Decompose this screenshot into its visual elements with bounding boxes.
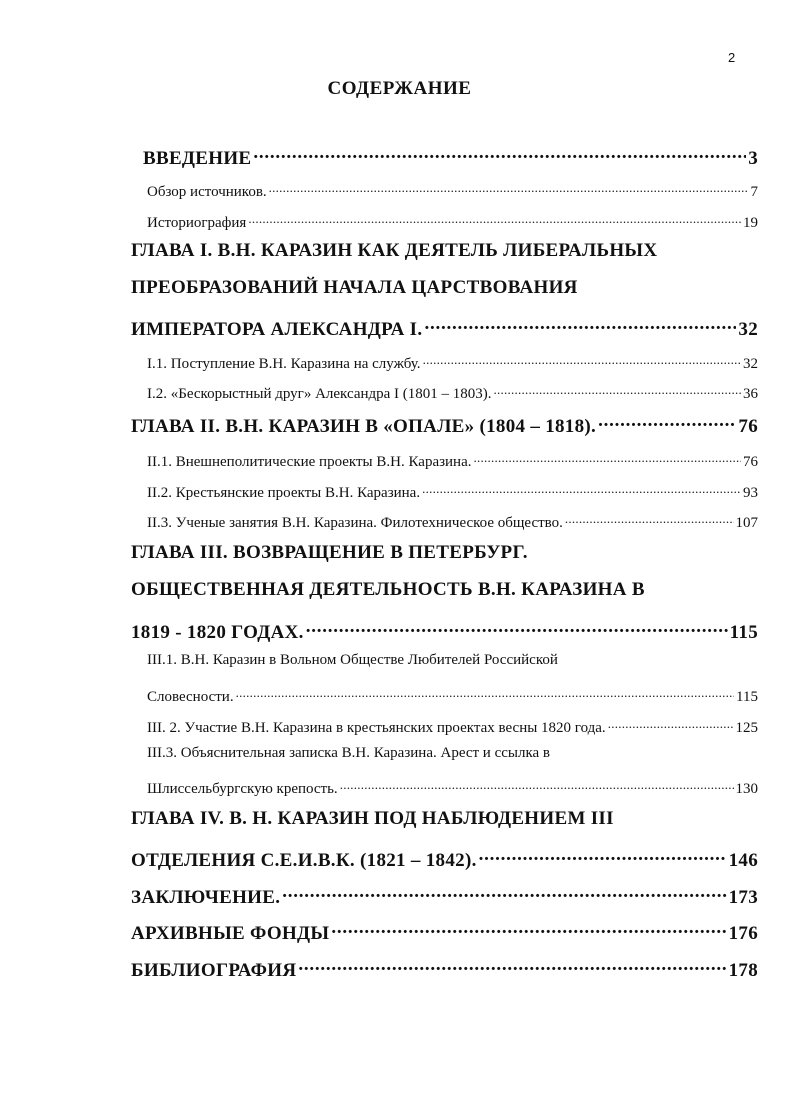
toc-entry-section-3-2[interactable] — [147, 715, 758, 737]
toc-page-number: 76 — [738, 415, 758, 437]
dot-leader — [253, 143, 746, 164]
toc-entry-text: ВВЕДЕНИЕ — [143, 147, 252, 169]
toc-chapter-1-line-1: ГЛАВА I. В.Н. КАРАЗИН КАК ДЕЯТЕЛЬ ЛИБЕРАЛЬНЫХ — [131, 240, 658, 261]
toc-entry-text: III. 2. Участие В.Н. Каразина в крестьянских проектах весны 1820 года. — [147, 719, 606, 736]
toc-entry-bibliography[interactable] — [131, 955, 758, 982]
toc-entry-intro[interactable] — [143, 143, 758, 170]
toc-page-number: 115 — [729, 621, 758, 643]
dot-leader — [479, 845, 727, 866]
toc-entry-text: Историография — [147, 214, 247, 231]
toc-page-number: 19 — [743, 214, 758, 231]
dot-leader — [422, 480, 741, 497]
toc-entry-text: АРХИВНЫЕ ФОНДЫ — [131, 922, 330, 944]
dot-leader — [282, 882, 726, 903]
dot-leader — [608, 715, 734, 732]
toc-page-number: 7 — [750, 183, 758, 200]
toc-chapter-3-line-2: ОБЩЕСТВЕННАЯ ДЕЯТЕЛЬНОСТЬ В.Н. КАРАЗИНА В — [131, 579, 645, 600]
toc-page-number: 76 — [743, 453, 758, 470]
toc-page-number: 32 — [738, 318, 758, 340]
toc-entry-section-3-1[interactable] — [147, 684, 758, 706]
toc-page-number: 176 — [728, 922, 758, 944]
toc-chapter-3-line-1: ГЛАВА III. ВОЗВРАЩЕНИЕ В ПЕТЕРБУРГ. — [131, 542, 528, 563]
toc-page-number: 36 — [743, 385, 758, 402]
toc-entry-text: БИБЛИОГРАФИЯ — [131, 959, 297, 981]
toc-entry-chapter-3[interactable] — [131, 617, 758, 644]
dot-leader — [565, 510, 734, 527]
toc-entry-text: Обзор источников. — [147, 183, 267, 200]
toc-page-number: 178 — [728, 959, 758, 981]
dot-leader — [424, 314, 736, 335]
toc-entry-section-2-1[interactable] — [147, 449, 758, 471]
toc-page-number: 173 — [728, 886, 758, 908]
dot-leader — [236, 684, 734, 701]
dot-leader — [331, 918, 726, 939]
toc-section-3-1-line-1: III.1. В.Н. Каразин в Вольном Обществе Любителей Российской — [147, 652, 558, 668]
toc-page-number: 125 — [735, 719, 758, 736]
dot-leader — [474, 449, 742, 466]
toc-entry-text: Словесности. — [147, 688, 234, 705]
toc-entry-section-3-3[interactable] — [147, 776, 758, 798]
dot-leader — [423, 351, 741, 368]
toc-entry-chapter-1[interactable] — [131, 314, 758, 341]
toc-chapter-4-line-1: ГЛАВА IV. В. Н. КАРАЗИН ПОД НАБЛЮДЕНИЕМ III — [131, 808, 614, 829]
toc-entry-text: I.1. Поступление В.Н. Каразина на службу. — [147, 355, 421, 372]
toc-entry-chapter-2[interactable] — [131, 411, 758, 438]
dot-leader — [269, 179, 749, 196]
toc-page-number: 3 — [748, 147, 758, 169]
toc-entry-section-2-3[interactable] — [147, 510, 758, 532]
toc-entry-text: ГЛАВА II. В.Н. КАРАЗИН В «ОПАЛЕ» (1804 – 1818). — [131, 415, 597, 437]
toc-page-number: 130 — [735, 780, 758, 797]
toc-entry-text: II.1. Внешнеполитические проекты В.Н. Каразина. — [147, 453, 472, 470]
page-number: 2 — [728, 50, 736, 65]
toc-entry-text: I.2. «Бескорыстный друг» Александра I (1801 – 1803). — [147, 385, 492, 402]
toc-page-number: 146 — [728, 849, 758, 871]
toc-section-3-3-line-1: III.3. Объяснительная записка В.Н. Каразина. Арест и ссылка в — [147, 745, 551, 761]
toc-entry-text: ОТДЕЛЕНИЯ С.Е.И.В.К. (1821 – 1842). — [131, 849, 477, 871]
toc-chapter-1-line-2: ПРЕОБРАЗОВАНИЙ НАЧАЛА ЦАРСТВОВАНИЯ — [131, 277, 578, 298]
page-title: СОДЕРЖАНИЕ — [327, 78, 472, 99]
toc-page-number: 115 — [736, 688, 758, 705]
toc-entry-text: ЗАКЛЮЧЕНИЕ. — [131, 886, 281, 908]
toc-entry-sources[interactable] — [147, 179, 758, 201]
toc-page-number: 93 — [743, 484, 758, 501]
dot-leader — [340, 776, 734, 793]
toc-page-number: 107 — [735, 514, 758, 531]
toc-entry-text: ИМПЕРАТОРА АЛЕКСАНДРА I. — [131, 318, 423, 340]
toc-page-number: 32 — [743, 355, 758, 372]
dot-leader — [298, 955, 726, 976]
toc-entry-chapter-4[interactable] — [131, 845, 758, 872]
toc-entry-section-1-2[interactable] — [147, 381, 758, 403]
dot-leader — [598, 411, 736, 432]
dot-leader — [306, 617, 728, 638]
toc-entry-text: II.2. Крестьянские проекты В.Н. Каразина. — [147, 484, 421, 501]
dot-leader — [248, 210, 741, 227]
dot-leader — [494, 381, 741, 398]
toc-entry-archives[interactable] — [131, 918, 758, 945]
toc-entry-text: II.3. Ученые занятия В.Н. Каразина. Филотехническое общество. — [147, 514, 563, 531]
toc-entry-historiography[interactable] — [147, 210, 758, 232]
toc-entry-section-1-1[interactable] — [147, 351, 758, 373]
toc-entry-text: 1819 - 1820 ГОДАХ. — [131, 621, 304, 643]
toc-entry-text: Шлиссельбургскую крепость. — [147, 780, 338, 797]
toc-entry-conclusion[interactable] — [131, 882, 758, 909]
toc-entry-section-2-2[interactable] — [147, 480, 758, 502]
